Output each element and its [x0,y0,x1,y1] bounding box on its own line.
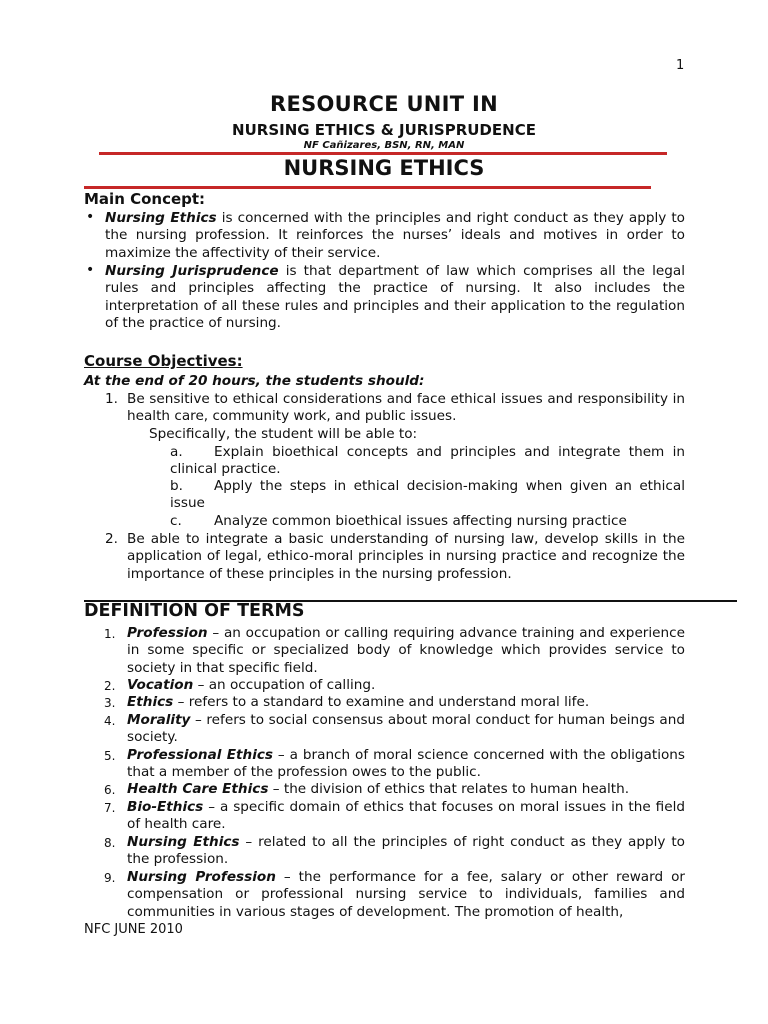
definition-item [127,625,685,677]
definition-number: 9. [104,871,116,885]
red-divider-bottom [84,186,651,189]
page-number: 1 [676,58,685,73]
definitions-heading: DEFINITION OF TERMS [84,601,305,621]
main-concept-item [105,263,685,333]
definition-item [127,869,685,921]
definition-number: 7. [104,801,116,815]
definition-text: – refers to a standard to examine and understand moral life. [173,694,590,710]
objective-number: 2. [105,531,118,547]
red-divider-top [99,152,667,155]
subobjective-letter: c. [170,513,182,529]
definition-term: Nursing Ethics [127,834,240,850]
definition-term: Nursing Profession [127,869,276,885]
subobjective-text: Apply the steps in ethical decision-making when given an ethical issue [170,478,685,512]
definition-term: Morality [127,712,191,728]
bullet-icon: • [86,209,95,225]
definition-number: 8. [104,836,116,850]
definition-number: 3. [104,696,116,710]
definition-term: Ethics [127,694,174,710]
definition-text: – the performance for a fee, salary or other reward or compensation or professional nursing service to individuals, families and communities in various stages of development. The promotion of health, [127,869,686,920]
section-title: NURSING ETHICS [283,156,485,180]
definition-item [127,799,685,834]
definition-term: Health Care Ethics [127,781,269,797]
document-title: RESOURCE UNIT IN [269,92,499,116]
definition-item [127,712,685,747]
definition-term: Vocation [127,677,194,693]
definition-text: – a branch of moral science concerned with the obligations that a member of the profession owes to the public. [127,747,685,781]
definition-text: – related to all the principles of right conduct as they apply to the profession. [127,834,685,868]
definition-text: – refers to social consensus about moral conduct for human beings and society. [127,712,685,746]
footer: NFC JUNE 2010 [84,922,183,937]
main-concept-item [105,210,685,262]
bullet-icon: • [86,262,95,278]
objective-text: Be sensitive to ethical considerations and face ethical issues and responsibility in health care, community work, and public issues. [127,391,685,425]
objectives-heading: Course Objectives: [84,352,243,370]
definition-item [127,747,685,782]
objectives-intro: At the end of 20 hours, the students should: [84,373,425,389]
definition-number: 5. [104,749,116,763]
subobjective-letter: b. [170,478,183,494]
definition-number: 1. [104,627,116,641]
document-subtitle: NURSING ETHICS & JURISPRUDENCE [232,121,536,139]
definition-term: Professional Ethics [127,747,274,763]
definition-item [127,677,685,694]
definition-text: – an occupation of calling. [193,677,376,693]
subobjective-letter: a. [170,444,183,460]
subobjective-text: Analyze common bioethical issues affecting nursing practice [214,513,627,529]
definition-item [127,694,685,711]
definition-term: Profession [127,625,208,641]
term: Nursing Jurisprudence [105,263,279,279]
term-description: is concerned with the principles and right conduct as they apply to the nursing profession. It reinforces the nurses’ ideals and motives in order to maximize the affectivity of their service. [105,210,685,261]
term-description: is that department of law which comprises all the legal rules and principles affecting the practice of nursing. It also includes the interpretation of all these rules and principles and their application to the regulation of the practice of nursing. [105,263,686,332]
author-line: NF Cañizares, BSN, RN, MAN [303,140,465,151]
definition-number: 4. [104,714,116,728]
objective-text: Be able to integrate a basic understanding of nursing law, develop skills in the application of legal, ethico-moral principles in nursing practice and recognize the importance of these principles in the nursing profession. [127,531,685,582]
subobjective-text: Explain bioethical concepts and principles and integrate them in clinical practice. [170,444,685,478]
definition-text: – the division of ethics that relates to human health. [268,781,630,797]
definition-text: – a specific domain of ethics that focuses on moral issues in the field of health care. [127,799,685,833]
definition-number: 2. [104,679,116,693]
definition-term: Bio-Ethics [127,799,204,815]
specifically-line: Specifically, the student will be able to: [149,426,418,442]
definition-number: 6. [104,783,116,797]
objective-number: 1. [105,391,118,407]
definition-item [127,834,685,869]
definition-text: – an occupation or calling requiring advance training and experience in some specific or specialized body of knowledge which provides service to society in that specific field. [127,625,685,676]
term: Nursing Ethics [105,210,217,226]
main-concept-heading: Main Concept: [84,190,206,208]
definition-item [127,781,685,798]
